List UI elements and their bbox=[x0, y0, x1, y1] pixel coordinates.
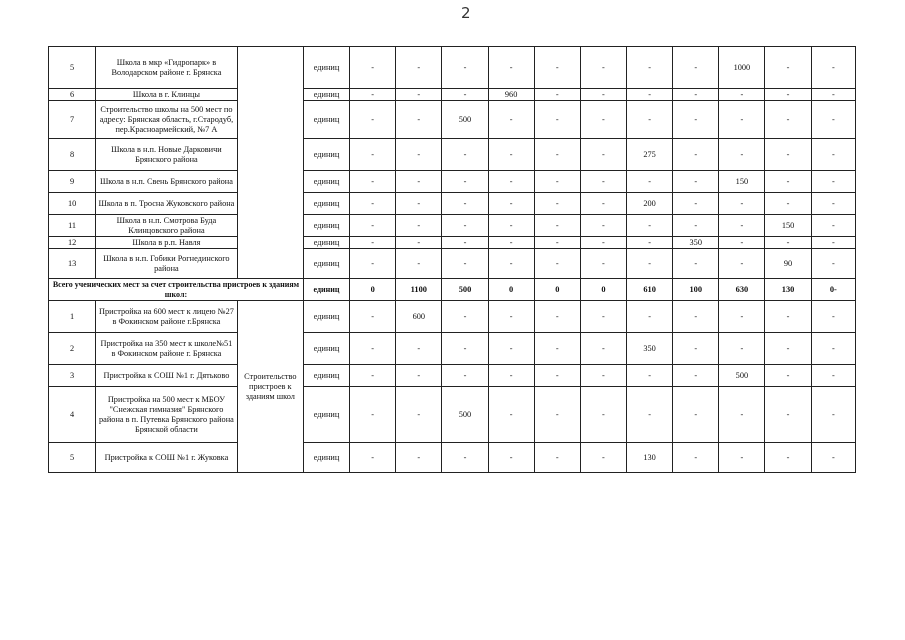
row-number: 6 bbox=[49, 89, 96, 101]
value-cell: - bbox=[580, 171, 626, 193]
unit-cell: единиц bbox=[303, 237, 349, 249]
value-cell: - bbox=[350, 333, 396, 365]
value-cell: - bbox=[580, 365, 626, 387]
unit-cell: единиц bbox=[303, 47, 349, 89]
value-cell: - bbox=[350, 387, 396, 443]
unit-cell: единиц bbox=[303, 301, 349, 333]
value-cell: - bbox=[765, 365, 811, 387]
value-cell: - bbox=[673, 301, 719, 333]
value-cell: - bbox=[580, 89, 626, 101]
value-cell: - bbox=[534, 237, 580, 249]
value-cell: - bbox=[580, 249, 626, 279]
unit-cell: единиц bbox=[303, 387, 349, 443]
value-cell: - bbox=[580, 387, 626, 443]
table-row bbox=[49, 139, 856, 171]
value-cell: - bbox=[396, 139, 442, 171]
value-cell: - bbox=[673, 249, 719, 279]
value-cell: - bbox=[396, 47, 442, 89]
value-cell: - bbox=[811, 89, 855, 101]
object-name: Строительство школы на 500 мест по адресу: Брянская область, г.Стародуб, пер.Красноармейский, №7 А bbox=[96, 101, 238, 139]
value-cell: - bbox=[811, 387, 855, 443]
value-cell: - bbox=[719, 101, 765, 139]
table-row bbox=[49, 89, 856, 101]
value-cell: - bbox=[534, 139, 580, 171]
value-cell: - bbox=[534, 365, 580, 387]
value-cell: - bbox=[719, 215, 765, 237]
value-cell: - bbox=[673, 215, 719, 237]
object-name: Пристройка к СОШ №1 г. Жуковка bbox=[96, 443, 238, 473]
value-cell: - bbox=[719, 237, 765, 249]
value-cell: - bbox=[627, 89, 673, 101]
value-cell: - bbox=[811, 333, 855, 365]
value-cell: - bbox=[765, 443, 811, 473]
value-cell: - bbox=[627, 47, 673, 89]
value-cell: - bbox=[811, 301, 855, 333]
value-cell: - bbox=[580, 237, 626, 249]
value-cell: - bbox=[719, 301, 765, 333]
unit-cell: единиц bbox=[303, 89, 349, 101]
value-cell: - bbox=[719, 89, 765, 101]
value-cell: - bbox=[580, 193, 626, 215]
value-cell: 500 bbox=[442, 387, 488, 443]
value-cell: - bbox=[488, 333, 534, 365]
value-cell: - bbox=[534, 171, 580, 193]
object-name: Пристройка к СОШ №1 г. Дятьково bbox=[96, 365, 238, 387]
row-number: 12 bbox=[49, 237, 96, 249]
unit-cell: единиц bbox=[303, 279, 349, 301]
table-row bbox=[49, 215, 856, 237]
value-cell: - bbox=[488, 101, 534, 139]
value-cell: - bbox=[396, 193, 442, 215]
value-cell: - bbox=[765, 171, 811, 193]
row-number: 4 bbox=[49, 387, 96, 443]
value-cell: - bbox=[534, 193, 580, 215]
table-row bbox=[49, 171, 856, 193]
value-cell: 350 bbox=[627, 333, 673, 365]
value-cell: - bbox=[488, 215, 534, 237]
value-cell: - bbox=[488, 387, 534, 443]
value-cell: - bbox=[350, 193, 396, 215]
total-value-cell: 0 bbox=[488, 279, 534, 301]
row-number: 9 bbox=[49, 171, 96, 193]
value-cell: - bbox=[580, 215, 626, 237]
value-cell: 130 bbox=[627, 443, 673, 473]
table-row bbox=[49, 47, 856, 89]
value-cell: - bbox=[350, 47, 396, 89]
page-number: 2 bbox=[461, 4, 471, 22]
value-cell: - bbox=[350, 237, 396, 249]
total-value-cell: 500 bbox=[442, 279, 488, 301]
value-cell: - bbox=[534, 387, 580, 443]
unit-cell: единиц bbox=[303, 101, 349, 139]
row-number: 3 bbox=[49, 365, 96, 387]
unit-cell: единиц bbox=[303, 139, 349, 171]
value-cell: - bbox=[673, 365, 719, 387]
value-cell: - bbox=[442, 237, 488, 249]
value-cell: - bbox=[488, 47, 534, 89]
unit-cell: единиц bbox=[303, 443, 349, 473]
object-name: Школа в н.п. Свень Брянского района bbox=[96, 171, 238, 193]
value-cell: - bbox=[811, 215, 855, 237]
value-cell: - bbox=[534, 47, 580, 89]
value-cell: - bbox=[673, 47, 719, 89]
total-value-cell: 0 bbox=[580, 279, 626, 301]
value-cell: - bbox=[580, 443, 626, 473]
table-row bbox=[49, 249, 856, 279]
value-cell: - bbox=[534, 89, 580, 101]
object-name: Пристройка на 500 мест к МБОУ "Снежская гимназия" Брянского района в п. Путевка Брянского района Брянской области bbox=[96, 387, 238, 443]
value-cell: - bbox=[627, 215, 673, 237]
value-cell: - bbox=[442, 139, 488, 171]
value-cell: - bbox=[350, 171, 396, 193]
table-row bbox=[49, 333, 856, 365]
value-cell: - bbox=[719, 249, 765, 279]
unit-cell: единиц bbox=[303, 171, 349, 193]
value-cell: - bbox=[627, 101, 673, 139]
value-cell: 960 bbox=[488, 89, 534, 101]
value-cell: - bbox=[534, 215, 580, 237]
value-cell: - bbox=[442, 89, 488, 101]
value-cell: - bbox=[442, 443, 488, 473]
table-row bbox=[49, 101, 856, 139]
section-total-label: Всего ученических мест за счет строительства пристроев к зданиям школ: bbox=[49, 279, 304, 301]
value-cell: - bbox=[396, 365, 442, 387]
table-row bbox=[49, 365, 856, 387]
object-name: Школа в н.п. Гобики Рогнединского района bbox=[96, 249, 238, 279]
value-cell: - bbox=[350, 249, 396, 279]
value-cell: - bbox=[811, 237, 855, 249]
value-cell: - bbox=[488, 365, 534, 387]
value-cell: - bbox=[442, 333, 488, 365]
row-number: 8 bbox=[49, 139, 96, 171]
value-cell: - bbox=[673, 101, 719, 139]
value-cell: - bbox=[396, 215, 442, 237]
value-cell: - bbox=[765, 89, 811, 101]
object-name: Школа в мкр «Гидропарк» в Володарском районе г. Брянска bbox=[96, 47, 238, 89]
value-cell: - bbox=[765, 101, 811, 139]
value-cell: - bbox=[719, 387, 765, 443]
total-value-cell: 100 bbox=[673, 279, 719, 301]
value-cell: - bbox=[673, 171, 719, 193]
value-cell: - bbox=[534, 101, 580, 139]
value-cell: - bbox=[488, 237, 534, 249]
value-cell: - bbox=[442, 249, 488, 279]
value-cell: - bbox=[442, 215, 488, 237]
value-cell: - bbox=[719, 193, 765, 215]
value-cell: - bbox=[396, 443, 442, 473]
value-cell: - bbox=[627, 365, 673, 387]
table-row bbox=[49, 301, 856, 333]
value-cell: - bbox=[350, 301, 396, 333]
value-cell: - bbox=[765, 237, 811, 249]
value-cell: - bbox=[488, 301, 534, 333]
object-name: Школа в г. Клинцы bbox=[96, 89, 238, 101]
value-cell: - bbox=[765, 301, 811, 333]
total-value-cell: 1100 bbox=[396, 279, 442, 301]
value-cell: - bbox=[350, 139, 396, 171]
group-label: Строительство пристроев к зданиям школ bbox=[237, 301, 303, 473]
value-cell: 600 bbox=[396, 301, 442, 333]
value-cell: - bbox=[488, 443, 534, 473]
value-cell: - bbox=[765, 47, 811, 89]
value-cell: - bbox=[396, 333, 442, 365]
group-label bbox=[237, 47, 303, 279]
value-cell: - bbox=[350, 365, 396, 387]
value-cell: 500 bbox=[442, 101, 488, 139]
value-cell: - bbox=[580, 101, 626, 139]
value-cell: - bbox=[350, 443, 396, 473]
value-cell: - bbox=[673, 443, 719, 473]
object-name: Пристройка на 600 мест к лицею №27 в Фокинском районе г.Брянска bbox=[96, 301, 238, 333]
value-cell: - bbox=[811, 193, 855, 215]
value-cell: - bbox=[673, 333, 719, 365]
value-cell: - bbox=[719, 443, 765, 473]
section-total-row bbox=[49, 279, 856, 301]
value-cell: - bbox=[396, 171, 442, 193]
value-cell: - bbox=[811, 249, 855, 279]
value-cell: - bbox=[719, 333, 765, 365]
value-cell: - bbox=[580, 139, 626, 171]
object-name: Школа в н.п. Новые Дарковичи Брянского района bbox=[96, 139, 238, 171]
value-cell: - bbox=[580, 333, 626, 365]
total-value-cell: 130 bbox=[765, 279, 811, 301]
value-cell: - bbox=[350, 215, 396, 237]
object-name: Школа в н.п. Смотрова Буда Клинцовского района bbox=[96, 215, 238, 237]
total-value-cell: 610 bbox=[627, 279, 673, 301]
table-row bbox=[49, 193, 856, 215]
value-cell: - bbox=[627, 387, 673, 443]
value-cell: - bbox=[811, 171, 855, 193]
value-cell: - bbox=[350, 89, 396, 101]
value-cell: - bbox=[673, 387, 719, 443]
value-cell: - bbox=[673, 89, 719, 101]
row-number: 7 bbox=[49, 101, 96, 139]
row-number: 5 bbox=[49, 443, 96, 473]
value-cell: - bbox=[488, 171, 534, 193]
value-cell: - bbox=[442, 171, 488, 193]
value-cell: - bbox=[396, 101, 442, 139]
value-cell: - bbox=[534, 443, 580, 473]
row-number: 13 bbox=[49, 249, 96, 279]
value-cell: - bbox=[396, 387, 442, 443]
table-row bbox=[49, 443, 856, 473]
unit-cell: единиц bbox=[303, 365, 349, 387]
row-number: 10 bbox=[49, 193, 96, 215]
value-cell: 200 bbox=[627, 193, 673, 215]
value-cell: - bbox=[534, 333, 580, 365]
value-cell: - bbox=[627, 237, 673, 249]
table-row bbox=[49, 237, 856, 249]
row-number: 11 bbox=[49, 215, 96, 237]
value-cell: - bbox=[488, 193, 534, 215]
value-cell: - bbox=[811, 139, 855, 171]
value-cell: - bbox=[488, 139, 534, 171]
value-cell: - bbox=[534, 249, 580, 279]
value-cell: 1000 bbox=[719, 47, 765, 89]
value-cell: - bbox=[350, 101, 396, 139]
value-cell: - bbox=[580, 47, 626, 89]
unit-cell: единиц bbox=[303, 215, 349, 237]
total-value-cell: 0 bbox=[350, 279, 396, 301]
value-cell: - bbox=[765, 333, 811, 365]
value-cell: - bbox=[765, 193, 811, 215]
value-cell: - bbox=[627, 249, 673, 279]
unit-cell: единиц bbox=[303, 333, 349, 365]
value-cell: - bbox=[580, 301, 626, 333]
value-cell: - bbox=[719, 139, 765, 171]
value-cell: - bbox=[396, 89, 442, 101]
value-cell: - bbox=[673, 193, 719, 215]
value-cell: - bbox=[765, 139, 811, 171]
total-value-cell: 0- bbox=[811, 279, 855, 301]
value-cell: - bbox=[673, 139, 719, 171]
object-name: Школа в р.п. Навля bbox=[96, 237, 238, 249]
value-cell: 275 bbox=[627, 139, 673, 171]
value-cell: - bbox=[811, 47, 855, 89]
value-cell: - bbox=[396, 237, 442, 249]
value-cell: - bbox=[811, 365, 855, 387]
value-cell: 150 bbox=[719, 171, 765, 193]
value-cell: - bbox=[627, 171, 673, 193]
value-cell: - bbox=[442, 301, 488, 333]
object-name: Школа в п. Тросна Жуковского района bbox=[96, 193, 238, 215]
value-cell: 500 bbox=[719, 365, 765, 387]
value-cell: - bbox=[442, 365, 488, 387]
school-places-table bbox=[48, 46, 856, 473]
value-cell: - bbox=[765, 387, 811, 443]
value-cell: 150 bbox=[765, 215, 811, 237]
unit-cell: единиц bbox=[303, 249, 349, 279]
row-number: 1 bbox=[49, 301, 96, 333]
unit-cell: единиц bbox=[303, 193, 349, 215]
row-number: 5 bbox=[49, 47, 96, 89]
value-cell: - bbox=[627, 301, 673, 333]
value-cell: - bbox=[488, 249, 534, 279]
table-row bbox=[49, 387, 856, 443]
row-number: 2 bbox=[49, 333, 96, 365]
object-name: Пристройка на 350 мест к школе№51 в Фокинском районе г. Брянска bbox=[96, 333, 238, 365]
total-value-cell: 630 bbox=[719, 279, 765, 301]
value-cell: - bbox=[442, 47, 488, 89]
value-cell: - bbox=[534, 301, 580, 333]
total-value-cell: 0 bbox=[534, 279, 580, 301]
value-cell: - bbox=[811, 443, 855, 473]
value-cell: - bbox=[811, 101, 855, 139]
value-cell: 90 bbox=[765, 249, 811, 279]
value-cell: - bbox=[442, 193, 488, 215]
value-cell: - bbox=[396, 249, 442, 279]
value-cell: 350 bbox=[673, 237, 719, 249]
